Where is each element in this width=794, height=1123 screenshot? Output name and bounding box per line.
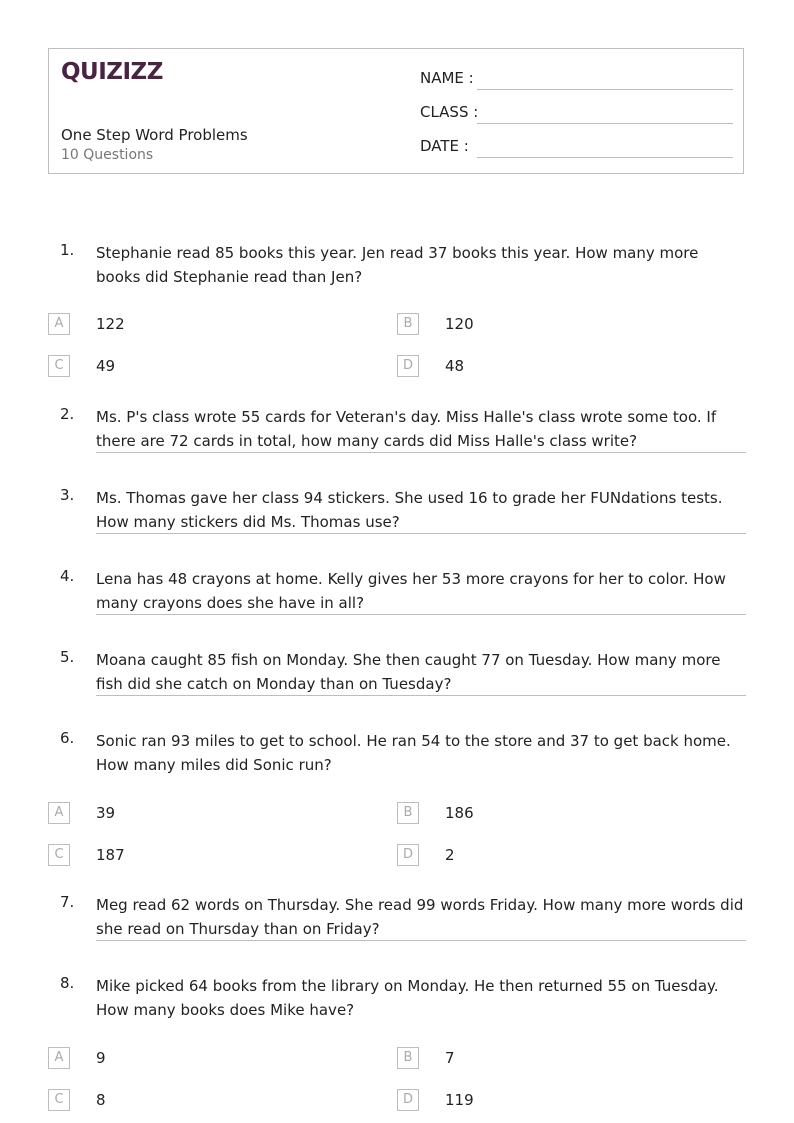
option-letter-box[interactable]: A <box>48 1047 70 1069</box>
question-number: 8. <box>60 974 75 992</box>
option-text: 187 <box>96 846 125 864</box>
option-text: 186 <box>445 804 474 822</box>
question-number: 2. <box>60 405 75 423</box>
option-letter-box[interactable]: C <box>48 1089 70 1111</box>
option-text: 2 <box>445 846 455 864</box>
option-text: 120 <box>445 315 474 333</box>
option-letter-box[interactable]: C <box>48 844 70 866</box>
question-number: 1. <box>60 241 75 259</box>
option-text: 49 <box>96 357 116 375</box>
option-text: 39 <box>96 804 116 822</box>
name-line <box>477 89 733 90</box>
question-number: 5. <box>60 648 75 666</box>
question-text: Ms. Thomas gave her class 94 stickers. She used 16 to grade her FUNdations tests. How many stickers did Ms. Thomas use? <box>96 489 723 531</box>
option-letter-box[interactable]: D <box>397 355 419 377</box>
question-number: 7. <box>60 893 75 911</box>
option-text: 7 <box>445 1049 455 1067</box>
option-letter-box[interactable]: A <box>48 802 70 824</box>
class-line <box>477 123 733 124</box>
worksheet-title: One Step Word Problems <box>61 126 248 144</box>
question-text: Stephanie read 85 books this year. Jen read 37 books this year. How many more books did Stephanie read than Jen? <box>96 244 699 286</box>
answer-line[interactable] <box>96 452 746 453</box>
option-letter-box[interactable]: B <box>397 313 419 335</box>
question-text: Ms. P's class wrote 55 cards for Veteran's day. Miss Halle's class wrote some too. If there are 72 cards in total, how many cards did Miss Halle's class write? <box>96 408 717 450</box>
option-text: 48 <box>445 357 465 375</box>
option-letter-box[interactable]: C <box>48 355 70 377</box>
question-number: 3. <box>60 486 75 504</box>
answer-line[interactable] <box>96 695 746 696</box>
question-text: Lena has 48 crayons at home. Kelly gives her 53 more crayons for her to color. How many crayons does she have in all? <box>96 570 726 612</box>
answer-line[interactable] <box>96 533 746 534</box>
quizizz-logo: QUIZIZZ <box>61 59 163 85</box>
option-letter-box[interactable]: B <box>397 1047 419 1069</box>
answer-line[interactable] <box>96 940 746 941</box>
option-letter-box[interactable]: A <box>48 313 70 335</box>
option-text: 119 <box>445 1091 474 1109</box>
question-count: 10 Questions <box>61 147 154 163</box>
option-letter-box[interactable]: B <box>397 802 419 824</box>
question-number: 6. <box>60 729 75 747</box>
name-label: NAME : <box>420 69 474 87</box>
option-text: 122 <box>96 315 125 333</box>
option-letter-box[interactable]: D <box>397 844 419 866</box>
option-text: 8 <box>96 1091 106 1109</box>
class-label: CLASS : <box>420 103 479 121</box>
option-letter-box[interactable]: D <box>397 1089 419 1111</box>
date-label: DATE : <box>420 137 469 155</box>
answer-line[interactable] <box>96 614 746 615</box>
option-text: 9 <box>96 1049 106 1067</box>
date-line <box>477 157 733 158</box>
question-text: Moana caught 85 fish on Monday. She then caught 77 on Tuesday. How many more fish did she catch on Monday than on Tuesday? <box>96 651 721 693</box>
question-number: 4. <box>60 567 75 585</box>
question-text: Meg read 62 words on Thursday. She read 99 words Friday. How many more words did she read on Thursday than on Friday? <box>96 896 744 938</box>
worksheet-header <box>48 48 744 174</box>
question-text: Mike picked 64 books from the library on Monday. He then returned 55 on Tuesday. How many books does Mike have? <box>96 977 719 1019</box>
question-text: Sonic ran 93 miles to get to school. He ran 54 to the store and 37 to get back home. How many miles did Sonic run? <box>96 732 731 774</box>
